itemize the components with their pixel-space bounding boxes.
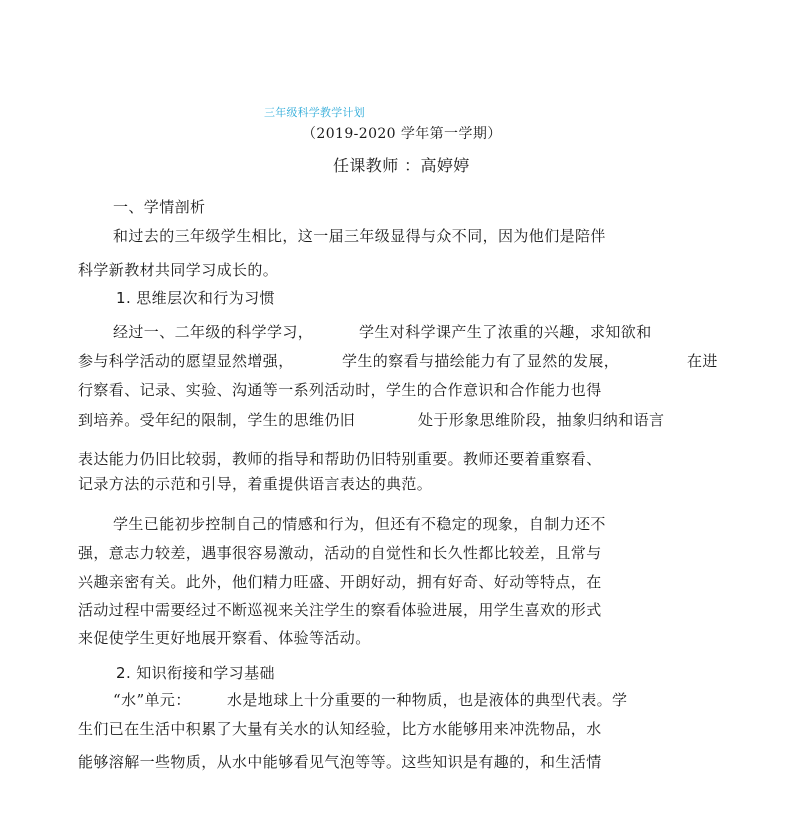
para1-line1-a: 经过一、二年级的科学学习， xyxy=(113,323,314,341)
para3-line1-a: “水”单元： xyxy=(113,691,191,709)
para1-line5: 表达能力仍旧比较弱，教师的指导和帮助仍旧特别重要。教师还要着重察看、 xyxy=(78,450,602,468)
para1-line2-b: 学生的察看与描绘能力有了显然的发展， xyxy=(342,352,620,370)
intro-line-1: 和过去的三年级学生相比，这一届三年级显得与众不同，因为他们是陪伴 xyxy=(113,227,606,245)
para1-line4-b: 处于形象思维阶段，抽象归纳和语言 xyxy=(418,411,665,429)
para1-line2-a: 参与科学活动的愿望显然增强， xyxy=(78,352,294,370)
term-subtitle: （2019-2020 学年第一学期） xyxy=(302,126,502,142)
para2-line4: 活动过程中需要经过不断巡视来关注学生的察看体验进展，用学生喜欢的形式 xyxy=(78,601,602,619)
para1-line3: 行察看、记录、实验、沟通等一系列活动时，学生的合作意识和合作能力也得 xyxy=(78,381,602,399)
para3-line2: 生们已在生活中积累了大量有关水的认知经验，比方水能够用来冲洗物品，水 xyxy=(78,720,602,738)
para3-line3: 能够溶解一些物质，从水中能够看见气泡等等。这些知识是有趣的，和生活情 xyxy=(78,753,602,771)
para1-line6: 记录方法的示范和引导，着重提供语言表达的典范。 xyxy=(78,475,433,493)
para2-line2: 强，意志力较差，遇事很容易激动，活动的自觉性和长久性都比较差，且常与 xyxy=(78,544,602,562)
section-heading-1: 一、学情剖析 xyxy=(113,198,206,216)
teacher-line: 任课教师 ：高婷婷 xyxy=(333,156,470,175)
para2-line1: 学生已能初步控制自己的情感和行为，但还有不稳定的现象，自制力还不 xyxy=(113,515,606,533)
para3-line1-b: 水是地球上十分重要的一种物质，也是液体的典型代表。学 xyxy=(227,691,628,709)
para1-line1-b: 学生对科学课产生了浓重的兴趣，求知欲和 xyxy=(359,323,652,341)
para1-line4-a: 到培养。受年纪的限制，学生的思维仍旧 xyxy=(78,411,356,429)
para2-line5: 来促使学生更好地展开察看、体验等活动。 xyxy=(78,629,371,647)
subheading-1: 1. 思维层次和行为习惯 xyxy=(116,289,275,307)
para1-line2-c: 在进 xyxy=(687,352,718,370)
intro-line-2: 科学新教材共同学习成长的。 xyxy=(78,261,279,279)
para2-line3: 兴趣亲密有关。此外，他们精力旺盛、开朗好动，拥有好奇、好动等特点，在 xyxy=(78,573,602,591)
subheading-2: 2. 知识衔接和学习基础 xyxy=(116,664,275,682)
document-title: 三年级科学教学计划 xyxy=(264,106,365,119)
